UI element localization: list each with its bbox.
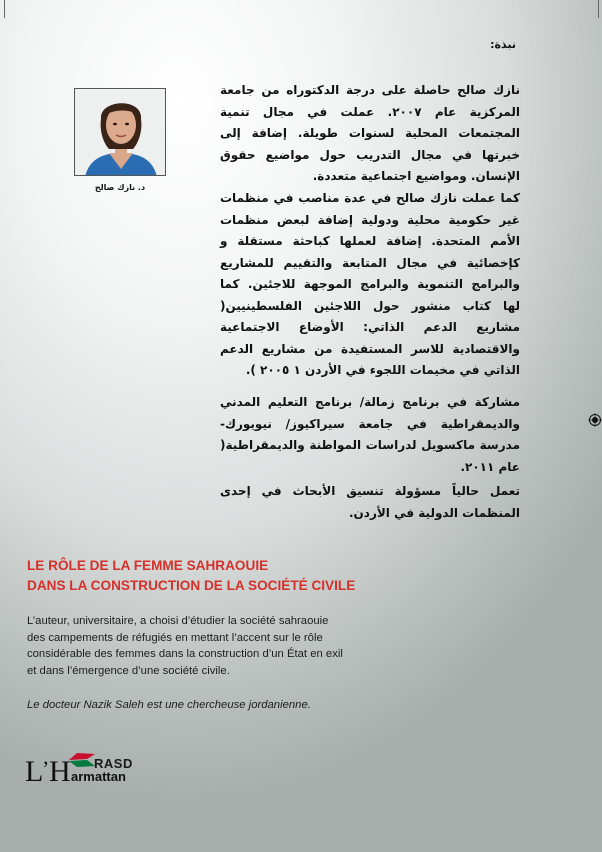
book-summary (27, 613, 447, 679)
bio-paragraph-fellowship: مشاركة في برنامج زمالة/ برنامج التعليم المدني والديمقراطية في جامعة سيراكيوز/ نيويورك- مدرسة ماكسويل لدراسات المواطنة والديمقراطية( عام ٢٠١١. (220, 395, 520, 474)
publisher-logo (25, 752, 141, 794)
logo-flag-icon (67, 752, 97, 768)
summary-line: considérable des femmes dans la construction d’un État en exil (27, 648, 343, 661)
bio-section-label: نبذة: (490, 38, 516, 51)
logo-apostrophe: ’ (42, 756, 50, 781)
book-title-line-1: LE RÔLE DE LA FEMME SAHRAOUIE (27, 558, 269, 573)
author-photo (74, 88, 166, 176)
book-title-line-2: DANS LA CONSTRUCTION DE LA SOCIÉTÉ CIVILE (27, 578, 356, 593)
bio-paragraph-positions: كما عملت نازك صالح في عدة مناصب في منظمات غير حكومية محلية ودولية إضافة لبعض منظمات الأمم المتحدة. إضافة لعملها كباحثة مستقلة و كإخصائية في مجال المتابعة والتقييم للمشاريع والبرامج التنموية والبرامج الموجهة للاجئين. كما لها كتاب منشور حول اللاجئين الفلسطينيين( مشاريع الدعم الذاتي: الأوضاع الاجتماعية والاقتصادية للاسر المستفيدة من مشاريع الدعم الذاتي في مخيمات اللجوء في الأردن ١ ٢٠٠٥ ). (220, 191, 520, 377)
photo-caption: د. نازك صالح (94, 183, 146, 192)
bio-paragraph-current: تعمل حالياً مسؤولة تنسيق الأبحاث في إحدى المنظمات الدولية في الأردن. (220, 484, 520, 520)
logo-letter-l: L (25, 755, 44, 788)
summary-line: des campements de réfugiés en mettant l’accent sur le rôle (27, 631, 323, 644)
bio-paragraph-education: نازك صالح حاصلة على درجة الدكتوراه من جامعة المركزية عام ٢٠٠٧. عملت في مجال تنمية المجتمعات المحلية لسنوات طويلة. إضافة إلى خبرتها في مجال التدريب حول مواضيع حقوق الإنسان. ومواضيع اجتماعية متعددة. (220, 83, 520, 183)
logo-rasd: RASD (94, 756, 133, 771)
author-note: Le docteur Nazik Saleh est une chercheuse jordanienne. (27, 699, 311, 711)
book-title (27, 556, 567, 596)
summary-line: L’auteur, universitaire, a choisi d’étudier la société sahraouie (27, 615, 329, 627)
logo-wordmark: armattan (71, 769, 126, 784)
crop-mark-right (598, 0, 599, 18)
summary-line: et dans l’émergence d’une société civile. (27, 664, 230, 677)
crop-mark-left (4, 0, 5, 18)
registration-mark-icon (588, 413, 602, 427)
logo-letter-h: H (49, 755, 71, 788)
